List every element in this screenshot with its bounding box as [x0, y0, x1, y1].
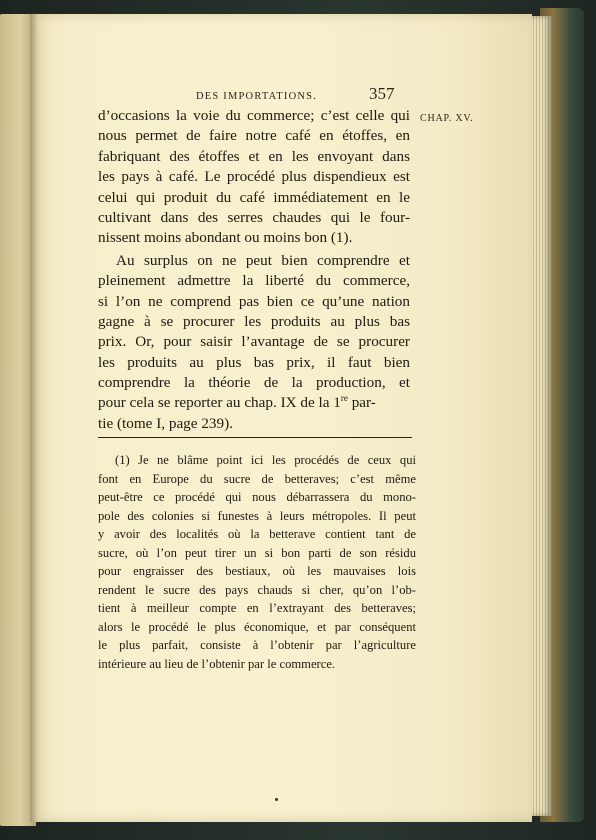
- body-line: prix. Or, pour saisir l’avantage de se procurer: [98, 333, 410, 351]
- footnote-line: intérieure au lieu de l’obtenir par le commerce.: [98, 656, 336, 671]
- body-text: [98, 106, 410, 434]
- body-line: si l’on ne comprend pas bien ce qu’une nation: [98, 292, 410, 310]
- ink-speck: [275, 798, 278, 801]
- body-line: d’occasions la voie du commerce; c’est celle qui: [98, 107, 410, 124]
- footnote-rule: [98, 437, 412, 438]
- chapter-margin-note: CHAP. XV.: [420, 113, 474, 124]
- footnote-line: rendent le sucre des pays chauds si cher, qu’on l’ob-: [98, 582, 416, 597]
- page-number: 357: [369, 84, 395, 103]
- footnote-line: (1) Je ne blâme point ici les procédés de ceux qui: [115, 453, 416, 467]
- body-line: fabriquant des étoffes et en les envoyant dans: [98, 147, 410, 165]
- footnote-line: pole des colonies si funestes à leurs métropoles. Il peut: [98, 508, 416, 523]
- body-line-tail: par-: [347, 394, 376, 412]
- body-line: les pays à café. Le procédé plus dispendieux est: [98, 168, 410, 186]
- body-line: Au surplus on ne peut bien comprendre et: [116, 251, 410, 269]
- footnote: [98, 451, 416, 673]
- body-line: comprendre la théorie de la production, et: [98, 374, 410, 392]
- body-line: tie (tome I, page 239).: [98, 414, 233, 432]
- footnote-line: pour engraisser des bestiaux, où les mauvaises lois: [98, 564, 416, 578]
- superscript: re: [340, 393, 348, 404]
- body-line: celui qui produit du café immédiatement en le: [98, 188, 410, 206]
- page-gutter-shadow: [30, 14, 38, 822]
- footnote-line: y avoir des localités où la betterave contient tant de: [98, 527, 416, 541]
- footnote-line: tient à meilleur compte en l’extrayant des betteraves;: [98, 601, 416, 615]
- body-line: cultivant dans des serres chaudes qui le four-: [98, 208, 410, 226]
- footnote-line: font en Europe du sucre de betteraves; c’est même: [98, 471, 416, 486]
- running-head: DES IMPORTATIONS.: [196, 91, 318, 102]
- body-line: gagne à se procurer les produits au plus bas: [98, 312, 410, 330]
- footnote-line: sucre, où l’on peut tirer un si bon parti de son résidu: [98, 545, 416, 560]
- body-line: pleinement admettre la liberté du commerce,: [98, 272, 410, 290]
- body-line-with-superscript: [98, 393, 410, 413]
- footnote-line: le plus parfait, consiste à l’obtenir par l’agriculture: [98, 638, 416, 652]
- body-line: les produits au plus bas prix, il faut bien: [98, 353, 410, 371]
- body-line-text: pour cela se reporter au chap. IX de la 1: [98, 394, 341, 412]
- body-line: nissent moins abondant ou moins bon (1).: [98, 229, 353, 247]
- body-line: nous permet de faire notre café en étoffes, en: [98, 127, 410, 145]
- footnote-line: alors le procédé le plus économique, et par conséquent: [98, 619, 416, 634]
- footnote-line: peut-être ce procédé qui nous débarrassera du mono-: [98, 490, 416, 504]
